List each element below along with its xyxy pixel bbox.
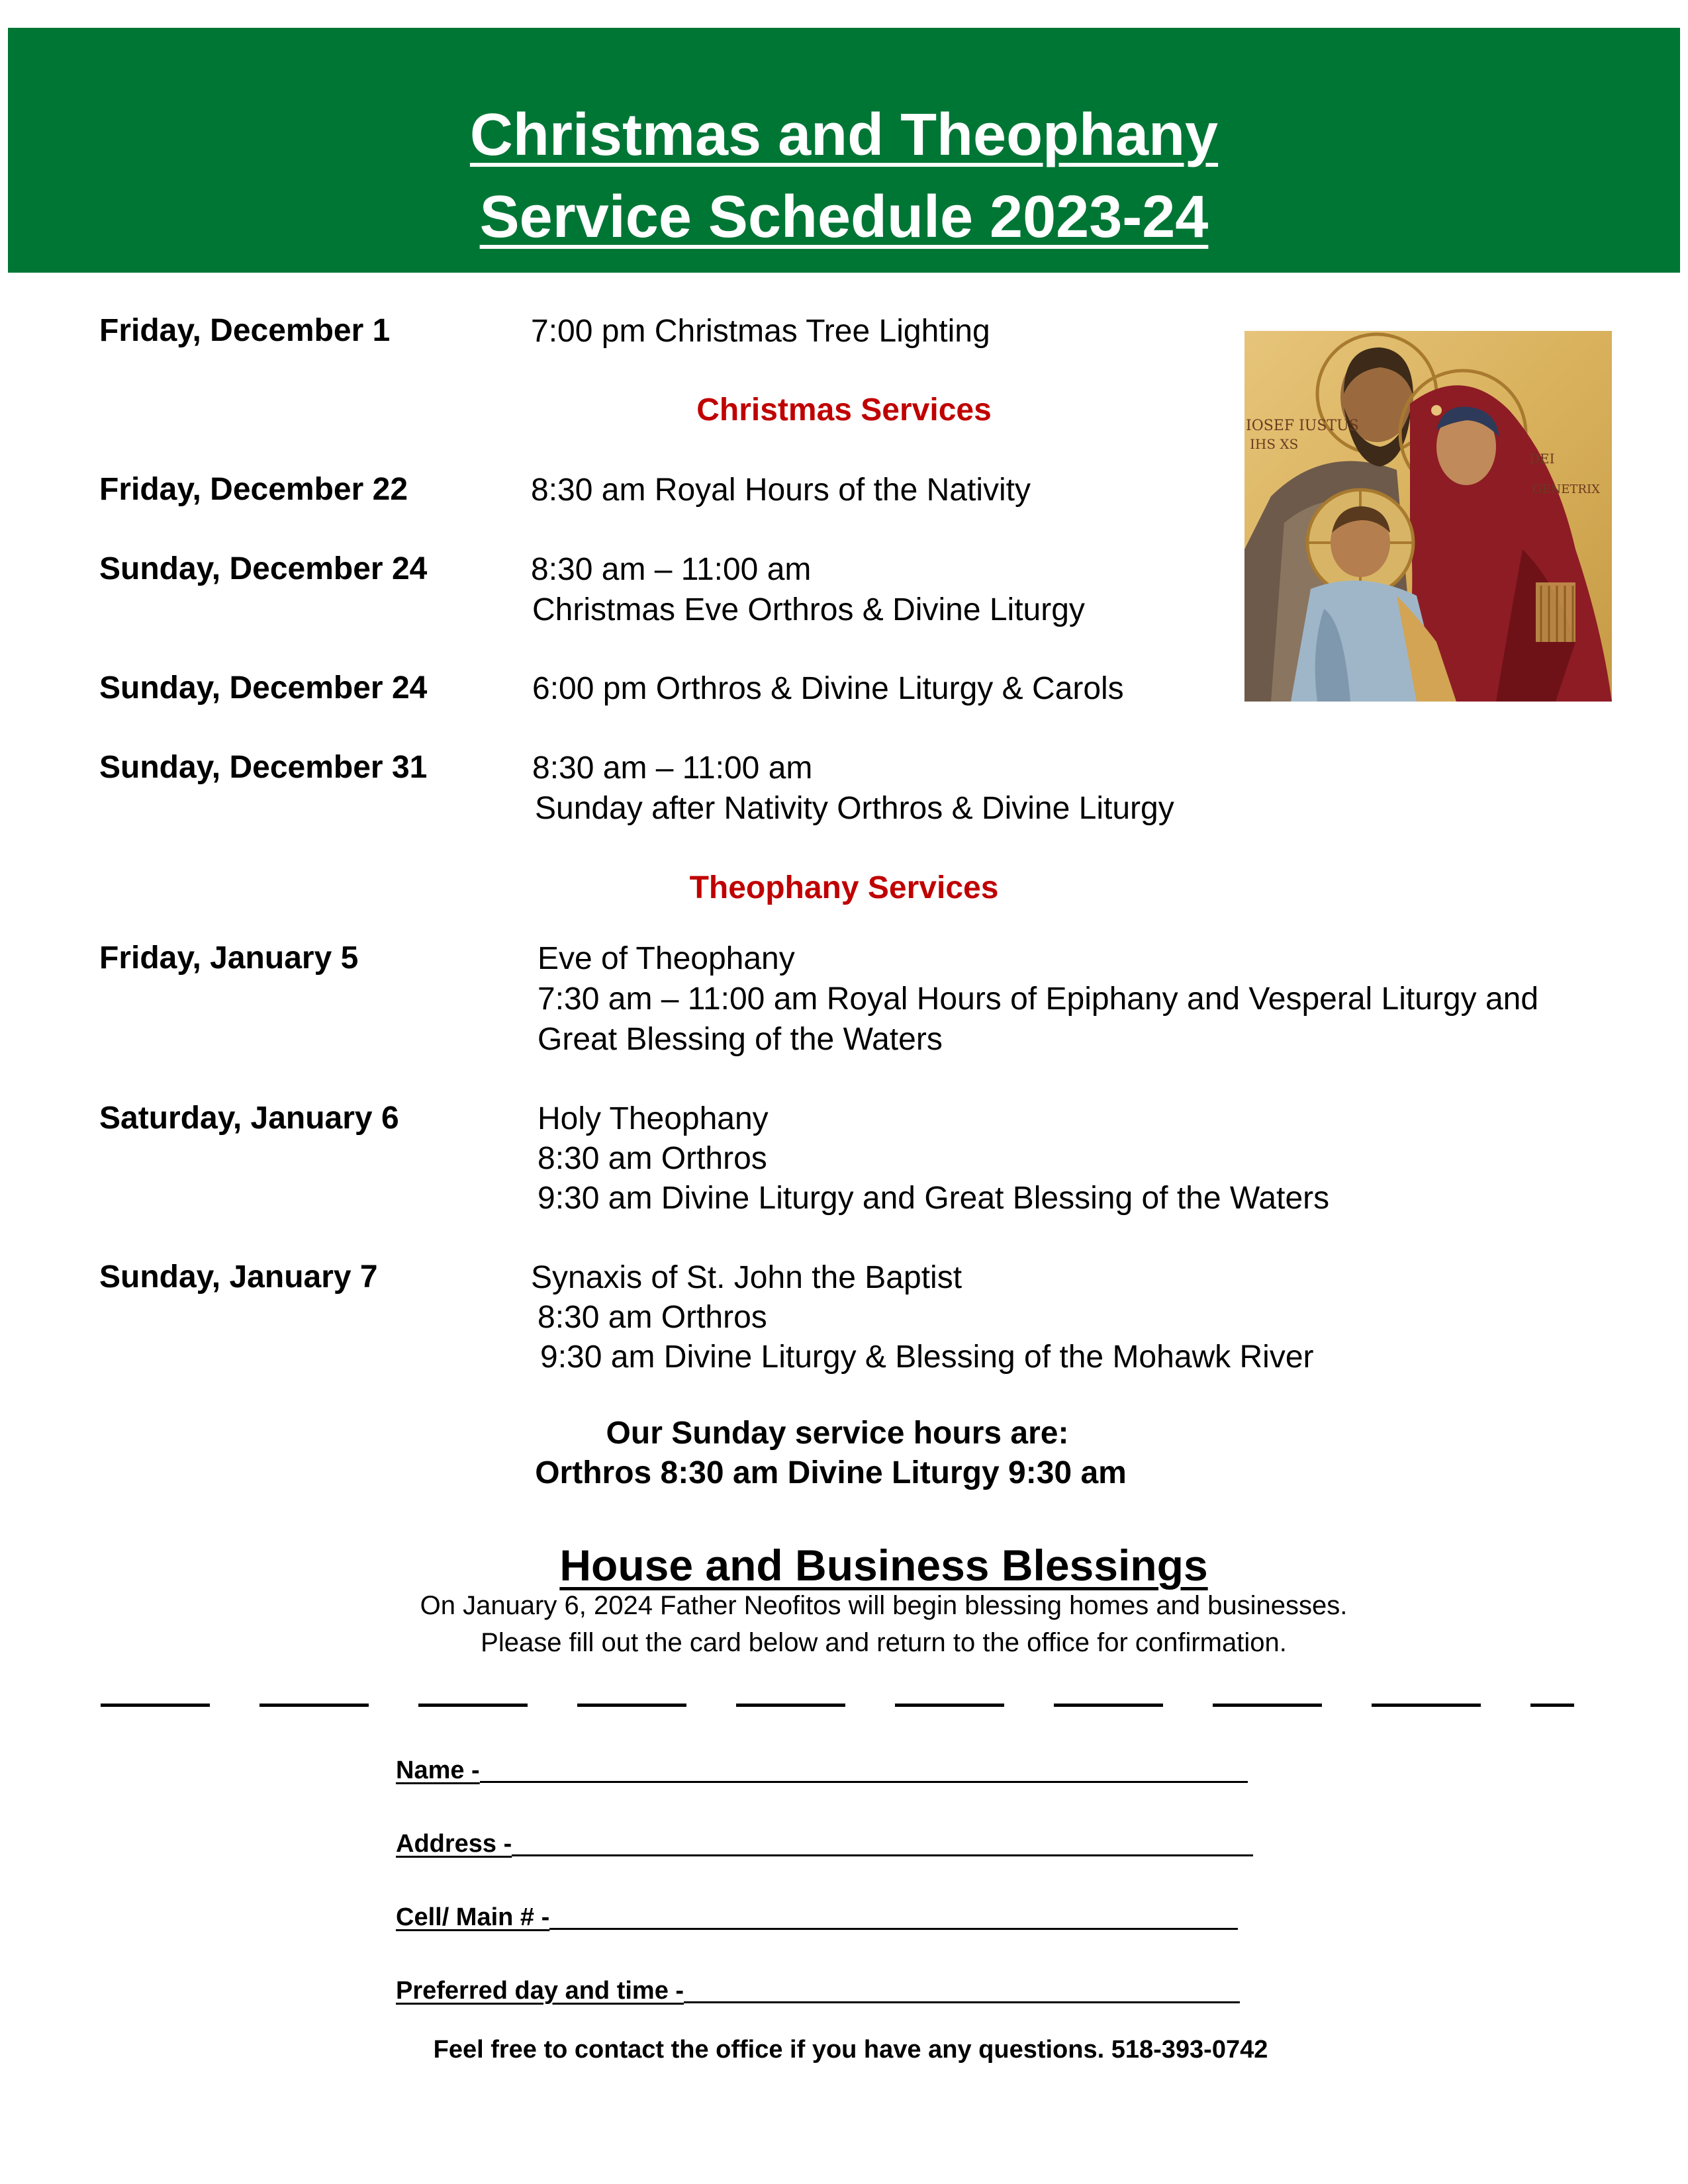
title-line-2: Service Schedule 2023-24 [479,184,1209,250]
event-line: Holy Theophany [538,1101,769,1136]
cut-dash [259,1704,369,1707]
title-banner [8,28,1680,273]
phone-blank[interactable] [549,1928,1238,1930]
christmas-services-heading: Christmas Services [696,392,992,428]
svg-text:DEI: DEI [1529,451,1555,467]
event-line: Sunday after Nativity Orthros & Divine Liturgy [535,791,1174,826]
event-line: 9:30 am Divine Liturgy and Great Blessing of the Waters [538,1181,1330,1216]
event-line: Christmas Eve Orthros & Divine Liturgy [532,592,1085,627]
day-label: Friday, December 22 [99,472,408,507]
cut-line [101,1704,1577,1707]
cut-dash [1054,1704,1163,1707]
event-line: 8:30 am – 11:00 am [531,552,812,587]
blessings-title: House and Business Blessings [559,1541,1208,1590]
holy-family-icon [1244,331,1612,702]
blessings-text-line-1: On January 6, 2024 Father Neofitos will begin blessing homes and businesses. [420,1591,1348,1620]
contact-note: Feel free to contact the office if you have any questions. 518-393-0742 [433,2036,1268,2064]
day-label: Saturday, January 6 [99,1101,399,1136]
sunday-hours-line-2: Orthros 8:30 am Divine Liturgy 9:30 am [535,1455,1127,1490]
event-line: 9:30 am Divine Liturgy & Blessing of the Mohawk River [540,1340,1314,1375]
sunday-hours-line-1: Our Sunday service hours are: [606,1416,1069,1451]
day-label: Friday, January 5 [99,940,359,976]
event-line: 8:30 am Orthros [538,1141,767,1176]
address-field[interactable] [396,1827,1253,1860]
event-line: 7:30 am – 11:00 am Royal Hours of Epiphany and Vesperal Liturgy and [538,981,1539,1017]
event-line: Synaxis of St. John the Baptist [531,1260,962,1295]
cut-dash [1530,1704,1574,1707]
event-line: Eve of Theophany [538,941,795,976]
preferred-time-field[interactable] [396,1974,1240,2007]
svg-text:IOSEF IUSTUS: IOSEF IUSTUS [1246,418,1359,434]
preferred-time-label: Preferred day and time - [396,1977,684,2005]
phone-label: Cell/ Main # - [396,1903,550,1931]
event-line: 7:00 pm Christmas Tree Lighting [531,314,990,349]
svg-text:GENETRIX: GENETRIX [1532,482,1600,496]
page-title [8,94,1680,258]
day-label: Sunday, December 31 [99,750,428,785]
cut-dash [736,1704,845,1707]
event-line: 8:30 am Royal Hours of the Nativity [531,473,1031,508]
title-line-1: Christmas and Theophany [469,102,1219,168]
event-line: 8:30 am – 11:00 am [532,751,813,786]
cut-dash [1372,1704,1481,1707]
name-field[interactable] [396,1754,1248,1787]
cut-dash [577,1704,686,1707]
preferred-time-blank[interactable] [684,2001,1240,2003]
blessings-text-line-2: Please fill out the card below and return to the office for confirmation. [481,1628,1287,1657]
cut-dash [895,1704,1004,1707]
day-label: Friday, December 1 [99,313,391,348]
address-blank[interactable] [512,1854,1253,1856]
phone-field[interactable] [396,1901,1238,1934]
cut-dash [1213,1704,1322,1707]
day-label: Sunday, January 7 [99,1259,378,1295]
name-blank[interactable] [480,1781,1248,1783]
event-line: 8:30 am Orthros [538,1300,767,1335]
cut-dash [101,1704,210,1707]
cut-dash [418,1704,528,1707]
theophany-services-heading: Theophany Services [689,870,999,905]
event-line: Great Blessing of the Waters [538,1022,943,1057]
name-label: Name - [396,1756,480,1784]
day-label: Sunday, December 24 [99,670,428,705]
day-label: Sunday, December 24 [99,551,428,586]
svg-text:IHS XS: IHS XS [1250,436,1299,452]
event-line: 6:00 pm Orthros & Divine Liturgy & Carols [532,671,1124,706]
address-label: Address - [396,1830,512,1858]
